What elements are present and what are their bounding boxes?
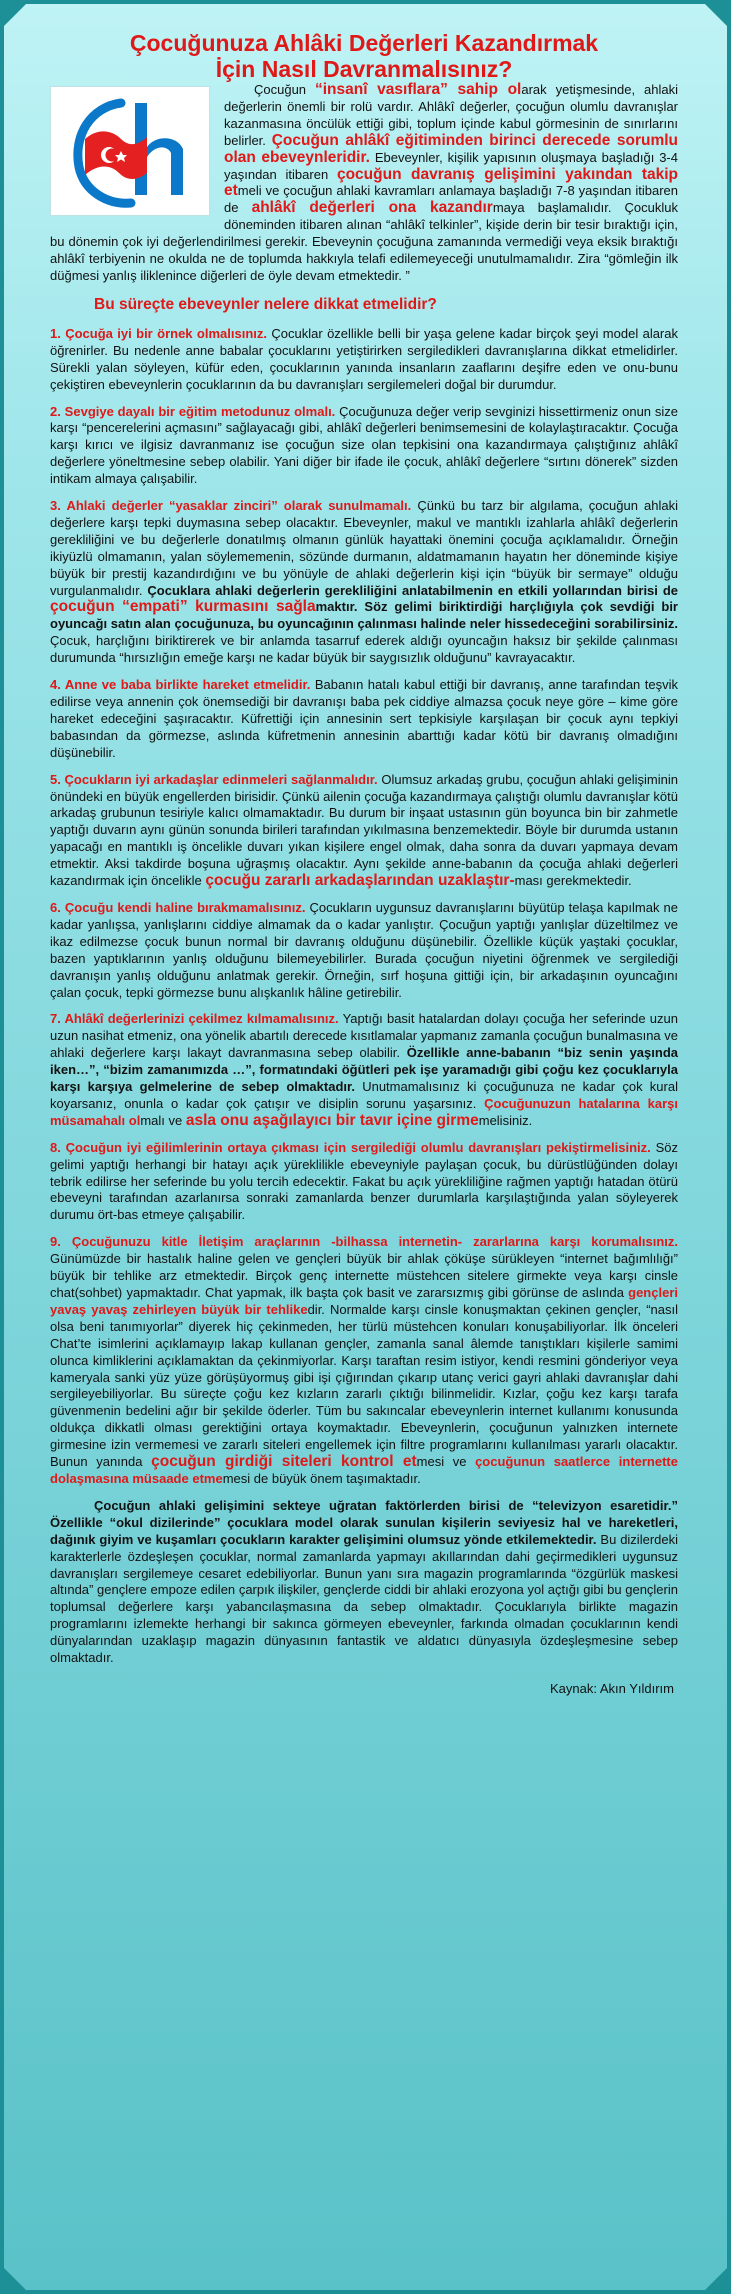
intro-paragraph: Çocuğun “insanî vasıflara” sahip olarak yetişmesinde, ahlaki değerlerin önemli bir rolü vardır. Ahlâkî değerler, çocuğun olumlu davranışlar kazanmasına öncülük ettiği gibi, toplum içinde kabul görmesinin de sınırlarını belirler. Çocuğun ahlâkî eğitiminden birinci derecede sorumlu olan ebeveynleridir. Ebeveynler, kişilik yapısının oluşmaya başladığı 3-4 yaşından itibaren çocuğun davranış gelişimini yakından takip etmeli ve çocuğun ahlaki kavramları anlamaya başladığı 7-8 yaşından itibaren de ahlâkî değerleri ona kazandırmaya başlamalıdır. Çocukluk döneminden itibaren alınan “ahlâkî telkinler”, kişide derin bir tesir bıraktığı için, bu dönemin çok iyi değerlendirilmesi gerekir. Ebeveynin çocuğuna zamanında vermediği veya eksik bıraktığı ahlâkî terbiyenin ne okulda ne de toplumda hakkıyla telafi edilemeyeceği unutulmamalıdır. Zira “gömleğin ilk düğmesi yanlış iliklenince diğerleri de öyle devam etmektedir. ”	[50, 81, 679, 283]
list-item: 3. Ahlaki değerler “yasaklar zinciri” olarak sunulmamalı. Çünkü bu tarz bir algılama, çocuğun ahlaki değerlere karşı tepki duymasına sebep olacaktır. Ebeveynler, makul ve mantıklı izahlarla ahlâkî değerlerin gerekliliğini ve bu değerlerle donatılmış olmanın günlük hayattaki önemini çocuğa açıklamalıdır. Örneğin ikiyüzlü olmamanın, yalan söylememenin, sözünde durmanın, aldatmamanın hayatın her döneminde kişiye büyük bir prestij kazandırdığını ve bu yönüyle de ahlaki değerlerin kişi için “büyük bir sermaye” olduğu vurgulanmalıdır. Çocuklara ahlaki değerlerin gerekliliğini anlatabilmenin en etkili yollarından birisi de çocuğun “empati” kurmasını sağlamaktır. Söz gelimi biriktirdiği harçlığıyla çok sevdiği bir oyuncağı satın alan çocuğunuza, bu oyuncağının çalınması halinde neler hissedeceğini sorabilirsiniz. Çocuk, harçlığını biriktirerek ve bir anlamda tasarruf ederek aldığı oyuncağın haksız bir şekilde çalınması durumunda “hırsızlığın emeğe karşı ne kadar büyük bir saygısızlık olduğunu” kavrayacaktır.	[50, 498, 679, 666]
article	[50, 30, 678, 1698]
section-subtitle: Bu süreçte ebeveynler nelere dikkat etmelidir?	[94, 295, 437, 313]
list-item: 7. Ahlâkî değerlerinizi çekilmez kılmamalısınız. Yaptığı basit hatalardan dolayı çocuğa her seferinde uzun uzun nasihat etmeniz, ona yönelik abartılı derecede kısıtlamalar yapmanız zamanla çocuğun bunalmasına ve ahlaki değerlere karşı lakayt davranmasına sebep olabilir. Özellikle anne-babanın “biz senin yaşında iken…”, “bizim zamanımızda …”, formatındaki öğütleri pek işe yaramadığı gibi çoğu kez çocuklarıyla karşı karşıya gelmelerine de sebep olmaktadır. Unutmamalısınız ki çocuğunuza ne kadar çok kural koyarsanız, onunla o kadar çok çatışır ve disiplin sorunu yaşarsınız. Çocuğunuzun hatalarına karşı müsamahalı olmalı ve asla onu aşağılayıcı bir tavır içine girmemelisiniz.	[50, 1011, 678, 1129]
page-title: Çocuğunuza Ahlâki Değerleri Kazandırmak İçin Nasıl Davranmalısınız?	[129, 30, 599, 82]
closing-paragraph: Çocuğun ahlaki gelişimini sekteye uğratan faktörlerden birisi de “televizyon esaretidir.” Özellikle “okul dizilerinde” çocuklara model olarak sunulan kişilerin seviyesiz hal ve hareketleri, dağınık giyim ve kuşamları çocukların karakter gelişimini olumsuz yönde etkilemektedir. Bu dizilerdeki karakterlerle özdeşleşen çocuklar, normal zamanlarda yapmayı akıllarından dahi geçirmedikleri uygunsuz davranışları sergilemeye cesaret edebiliyorlar. Bunun yanı sıra magazin programlarında “özgürlük maskesi altında” gençlere empoze edilen çarpık ilişkiler, gençlerde ciddi bir ahlaki erozyona yol açtığı gibi bu gençlerin toplumsal değerlere karşı yabancılaşmasına da sebep olmaktadır. Çocuklarıyla birlikte magazin programlarını izlemekte herhangi bir sakınca görmeyen ebeveynler, farkında olmadan çocuklarının kendi dünyalarından uzaklaşıp magazin dünyasının fantastik ve aldatıcı dünyasıyla özdeşleşmesine sebep olmaktadır.	[50, 1497, 678, 1666]
h-logo-with-flag-icon	[50, 86, 210, 216]
list-item: 1. Çocuğa iyi bir örnek olmalısınız. Çocuklar özellikle belli bir yaşa gelene kadar birçok şeyi model alarak öğrenirler. Bu nedenle anne babalar çocuklarını yetiştirirken sergiledikleri davranışlarına dikkat etmelidirler. Sürekli yalan söyleyen, küfür eden, çocuklarının yanında insanların zaaflarını deşifre eden ve onu-bunu çekiştiren ebeveynlerin çocuklarının da bu davranışları sergilemeleri doğal bir durumdur.	[50, 325, 678, 392]
list-item: 6. Çocuğu kendi haline bırakmamalısınız. Çocukların uygunsuz davranışlarını büyütüp telaşa kapılmak ne kadar yanlışsa, yanlışlarını ciddiye almamak da o kadar yanlıştır. Çocuğun yaptığı yanlışlar düzeltilmez ve ikaz edilmezse çocuk bunun normal bir davranış olduğunu düşünebilir. Özellikle küçük yaştaki çocuklar, bazen yaptıklarının yanlış olduğunu bilemeyebilirler. Burada çocuğun niyetini öğrenmek ve sergilediği davranışın yanlış olduğunu anlatmak gerekir. Örneğin, sırf hoşuna gittiği için, bir arkadaşının oyuncağını çalan çocuk, tepki görmezse bunu alışkanlık hâline getirebilir.	[50, 899, 678, 1000]
source-credit: Kaynak: Akın Yıldırım	[549, 1680, 674, 1696]
list-item: 2. Sevgiye dayalı bir eğitim metodunuz olmalı. Çocuğunuza değer verip sevginizi hissettirmeniz onun size karşı “pencerelerini açmasını” sağlayacağı gibi, ahlâkî değerleri benimsemesini de kolaylaştıracaktır. Çocuğa karşı kırıcı ve ilgisiz davranmanız ise çocuğun size olan tepkisini ona kazandırmaya çalıştığınız ahlâkî değerlere yöneltmesine sebep olabilir. Yani diğer bir ifade ile çocuk, ahlâkî değerlere “sırtını dönerek” sizden intikam almaya çalışabilir.	[50, 403, 679, 487]
list-item: 5. Çocukların iyi arkadaşlar edinmeleri sağlanmalıdır. Olumsuz arkadaş grubu, çocuğun ahlaki gelişiminin önündeki en büyük engellerden birisidir. Çünkü ailenin çocuğa kazandırmaya çalıştığı olumlu davranışlar kötü arkadaş grubunun tesiriyle kalıcı olmamaktadır. Bu durum bir inşaat ustasının gün boyunca bin bir zahmetle yaptığı duvarın aynı günün sonunda birileri tarafından yıkılmasına benzemektedir. Böyle bir durumda ustanın yapacağı en mantıklı iş öncelikle duvarı yıkan kişilere engel olmak, daha sonra da duvarı yapmaya devam etmektir. Aksi takdirde boşuna uğraşmış olacaktır. Aynı şekilde anne-babanın da çocuğa ahlaki değerleri kazandırmak için öncelikle çocuğu zararlı arkadaşlarından uzaklaştır-ması gerekmektedir.	[50, 771, 678, 890]
list-item: 9. Çocuğunuzu kitle İletişim araçlarının -bilhassa internetin- zararlarına karşı korumalısınız. Günümüzde bir hastalık haline gelen ve gençleri büyük bir ahlak çöküşe sürükleyen “internet bağımlılığı” büyük bir tehlike arz etmektedir. Birçok genç internette müstehcen sitelere girmekte veya karşı cinsle chat(sohbet) yapmaktadır. Chat yapmak, ilk başta çok basit ve zararsızmış gibi görünse de aslında gençleri yavaş yavaş zehirleyen büyük bir tehlikedir. Normalde karşı cinsle konuşmaktan çekinen gençler, “nasıl olsa beni tanımıyorlar” diyerek hiç çekinmeden, her türlü müstehcen konuları konuşabiliyorlar. İlk önceleri Chat’te isimlerini açıklamayıp lakap kullanan gençler, zamanla sanal âlemde tanıştıkları kişilerle samimi olunca kimliklerini açıklamaktan da çekinmiyorlar. Karşı taraftan resim istiyor, kendi resmini gönderiyor veya kameryala sanki yüz yüze görüşüyormuş gibi işi çığırından çıkarıp utanç verici gayri ahlaki davranışlar dahi sergileyebiliyorlar. Bu süreçte çoğu kez kızların zararlı çıktığı bilinmelidir. Kızlar, çoğu kez karşı tarafa güvenmenin bedelini ağır bir şekilde öderler. Tüm bu sakıncalar ebeveynlerin internet kullanımı konusunda oldukça dikkatli olması gerektiğini ortaya koymaktadır. Ebeveynlerin, çocuğunun yalnızken internete girmesine izin vermemesi ve zararlı siteleri engellemek için filtre programlarını kullanılması yararlı olacaktır. Bunun yanında çocuğun girdiği siteleri kontrol etmesi ve çocuğunun saatlerce internette dolaşmasına müsaade etmemesi de büyük önem taşımaktadır.	[50, 1234, 678, 1486]
list-item: 8. Çocuğun iyi eğilimlerinin ortaya çıkması için sergilediği olumlu davranışları pekiştirmelisiniz. Söz gelimi yaptığı herhangi bir hatayı açık yüreklilikle ebeveyniyle paylaşan çocuk, bu dürüstlüğünden dolayı tebrik edilirse her seferinde bu yolu tercih edecektir. Fakat bu açık yürekliliğine rağmen yaptığı hatadan ötürü ebeveyni tarafından azarlanırsa sonraki zamanlarda benzer durumlarla karşılaştığında yalan söyleyerek durumu ört-bas etmeye çalışabilir.	[50, 1139, 679, 1223]
list-item: 4. Anne ve baba birlikte hareket etmelidir. Babanın hatalı kabul ettiği bir davranış, anne tarafından teşvik edilirse veya annenin çok önemsediği bir davranışı baba pek ciddiye almazsa çocuk neye göre – kime göre hareket edeceğini şaşıracaktır. Küfrettiği için annesinin sert tepkisiyle karşılaşan bir çocuk aynı tepkiyi babasından da görmezse, aslında küfretmenin annesinin abarttığı kadar kötü bir davranış olmadığını düşünebilir.	[50, 677, 678, 760]
